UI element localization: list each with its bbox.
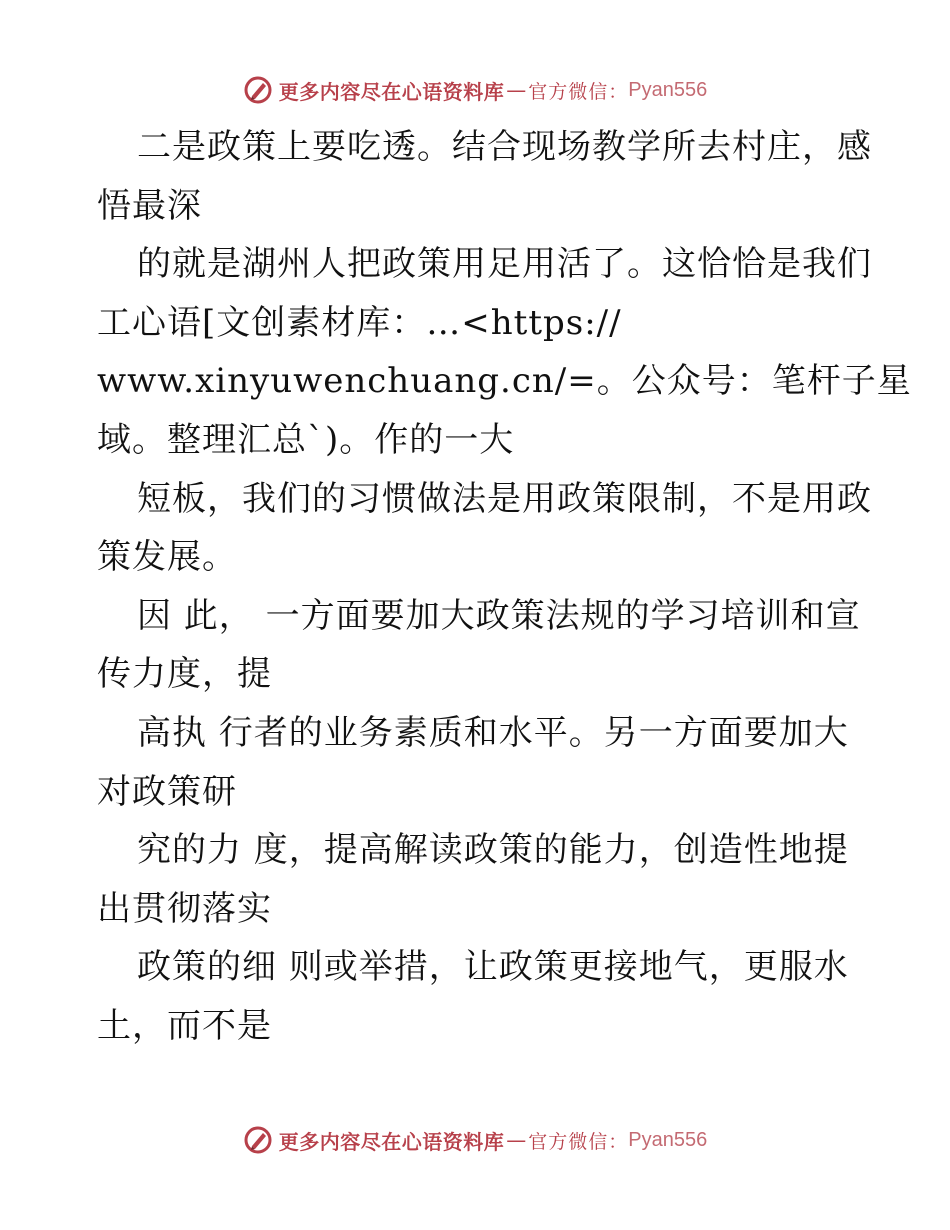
- body-line: 域。整理汇总`)。作的一大: [97, 419, 515, 460]
- body-line: www.xinyuwenchuang.cn/=。公众号：笔杆子星: [97, 361, 912, 402]
- pen-logo-icon: [243, 75, 273, 105]
- body-line: 悟最深: [97, 185, 202, 226]
- banner-title: 更多内容尽在心语资料库: [278, 79, 505, 104]
- banner-wechat-id: Pyan556: [628, 1128, 708, 1151]
- header-banner: [0, 70, 950, 110]
- banner-dash: —: [506, 78, 527, 102]
- footer-banner: [0, 1120, 950, 1160]
- body-line: 高执 行者的业务素质和水平。另一方面要加大: [137, 712, 849, 753]
- body-line: 究的力 度，提高解读政策的能力，创造性地提: [137, 830, 849, 871]
- body-line: 的就是湖州人把政策用足用活了。这恰恰是我们: [137, 244, 872, 285]
- body-line: 对政策研: [97, 771, 237, 812]
- body-line: 工心语[文创素材库：…<https://: [97, 302, 622, 343]
- banner-title: 更多内容尽在心语资料库: [278, 1129, 505, 1154]
- body-line: 政策的细 则或举措，让政策更接地气，更服水: [137, 947, 849, 988]
- body-line: 土，而不是: [97, 1005, 272, 1046]
- banner-dash: —: [506, 1128, 527, 1152]
- document-body: [97, 118, 912, 1056]
- banner-wechat-id: Pyan556: [628, 78, 708, 101]
- body-line: 传力度，提: [97, 654, 272, 695]
- body-line: 策发展。: [97, 537, 237, 578]
- body-line: 出贯彻落实: [97, 888, 272, 929]
- pen-logo-icon: [243, 1125, 273, 1155]
- body-line: 短板，我们的习惯做法是用政策限制，不是用政: [137, 478, 872, 519]
- banner-wechat-label: 官方微信：: [528, 80, 629, 103]
- body-line: 因 此， 一方面要加大政策法规的学习培训和宣: [137, 595, 861, 636]
- body-line: 二是政策上要吃透。结合现场教学所去村庄，感: [137, 127, 872, 167]
- banner-wechat-label: 官方微信：: [528, 1130, 629, 1153]
